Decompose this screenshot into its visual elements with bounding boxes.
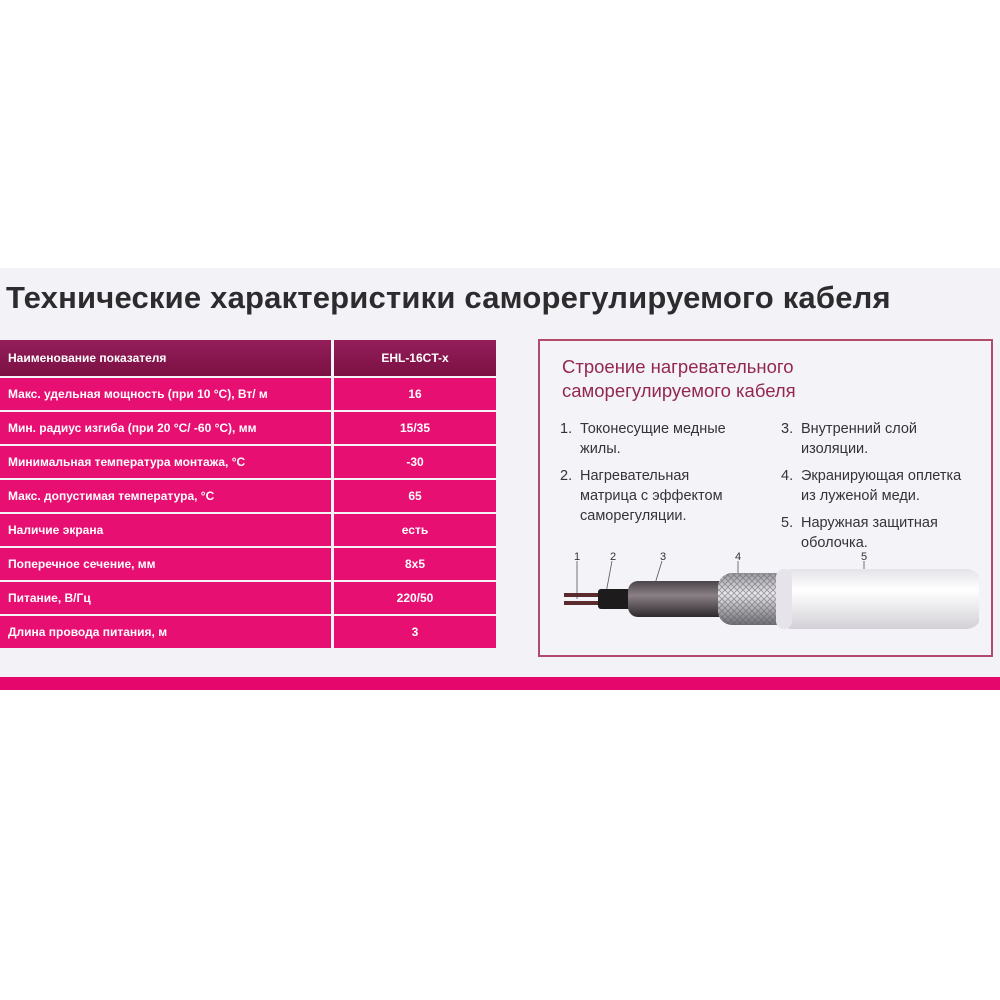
structure-title [562,355,982,403]
row-value: 220/50 [333,581,497,615]
item-number: 5. [781,515,794,531]
outer-sheath-edge [776,569,792,629]
list-item [781,513,991,553]
inner-insulation [628,581,732,617]
row-name: Минимальная температура монтажа, °С [0,445,333,479]
diagram-label: 1 [574,551,581,563]
cable-cross-section-diagram [554,551,979,647]
structure-list-left [560,419,770,533]
item-text: Наружная защитная оболочка. [801,515,938,551]
table-row [0,479,496,513]
table-row [0,547,496,581]
diagram-label: 2 [610,551,617,563]
row-name: Наличие экрана [0,513,333,547]
row-name: Макс. допустимая температура, °С [0,479,333,513]
table-row [0,581,496,615]
row-name: Поперечное сечение, мм [0,547,333,581]
item-text: Внутренний слой изоляции. [801,421,917,457]
diagram-label: 3 [660,551,667,563]
item-number: 3. [781,421,794,437]
row-value: -30 [333,445,497,479]
structure-title-line: Строение нагревательного [562,356,794,377]
row-name: Длина провода питания, м [0,615,333,649]
header-name: Наименование показателя [0,340,333,377]
page-title: Технические характеристики саморегулируемого кабеля [6,280,891,315]
row-name: Питание, В/Гц [0,581,333,615]
table-row [0,377,496,411]
header-value: EHL-16CT-x [333,340,497,377]
diagram-label: 4 [735,551,742,563]
table-header-row [0,340,496,377]
table-row [0,411,496,445]
row-value: 3 [333,615,497,649]
item-text: Экранирующая оплетка из луженой меди. [801,468,962,504]
row-value: 15/35 [333,411,497,445]
row-value: 65 [333,479,497,513]
outer-sheath [776,569,979,629]
item-text: Токонесущие медные жилы. [580,421,726,457]
table-row [0,615,496,649]
accent-band [0,677,1000,690]
item-number: 2. [560,468,573,484]
item-text: Нагревательная матрица с эффектом саморегуляции. [580,468,723,524]
row-value: есть [333,513,497,547]
item-number: 1. [560,421,573,437]
row-name: Макс. удельная мощность (при 10 °С), Вт/ м [0,377,333,411]
list-item [560,419,770,459]
list-item [560,466,770,526]
row-value: 16 [333,377,497,411]
list-item [781,466,991,506]
row-name: Мин. радиус изгиба (при 20 °С/ -60 °С), мм [0,411,333,445]
table-row [0,445,496,479]
diagram-label: 5 [861,551,868,563]
table-row [0,513,496,547]
structure-title-line: саморегулируемого кабеля [562,380,796,401]
list-item [781,419,991,459]
row-value: 8x5 [333,547,497,581]
cable-structure-box [538,339,993,657]
item-number: 4. [781,468,794,484]
spec-table [0,340,488,650]
structure-list-right [781,419,991,560]
